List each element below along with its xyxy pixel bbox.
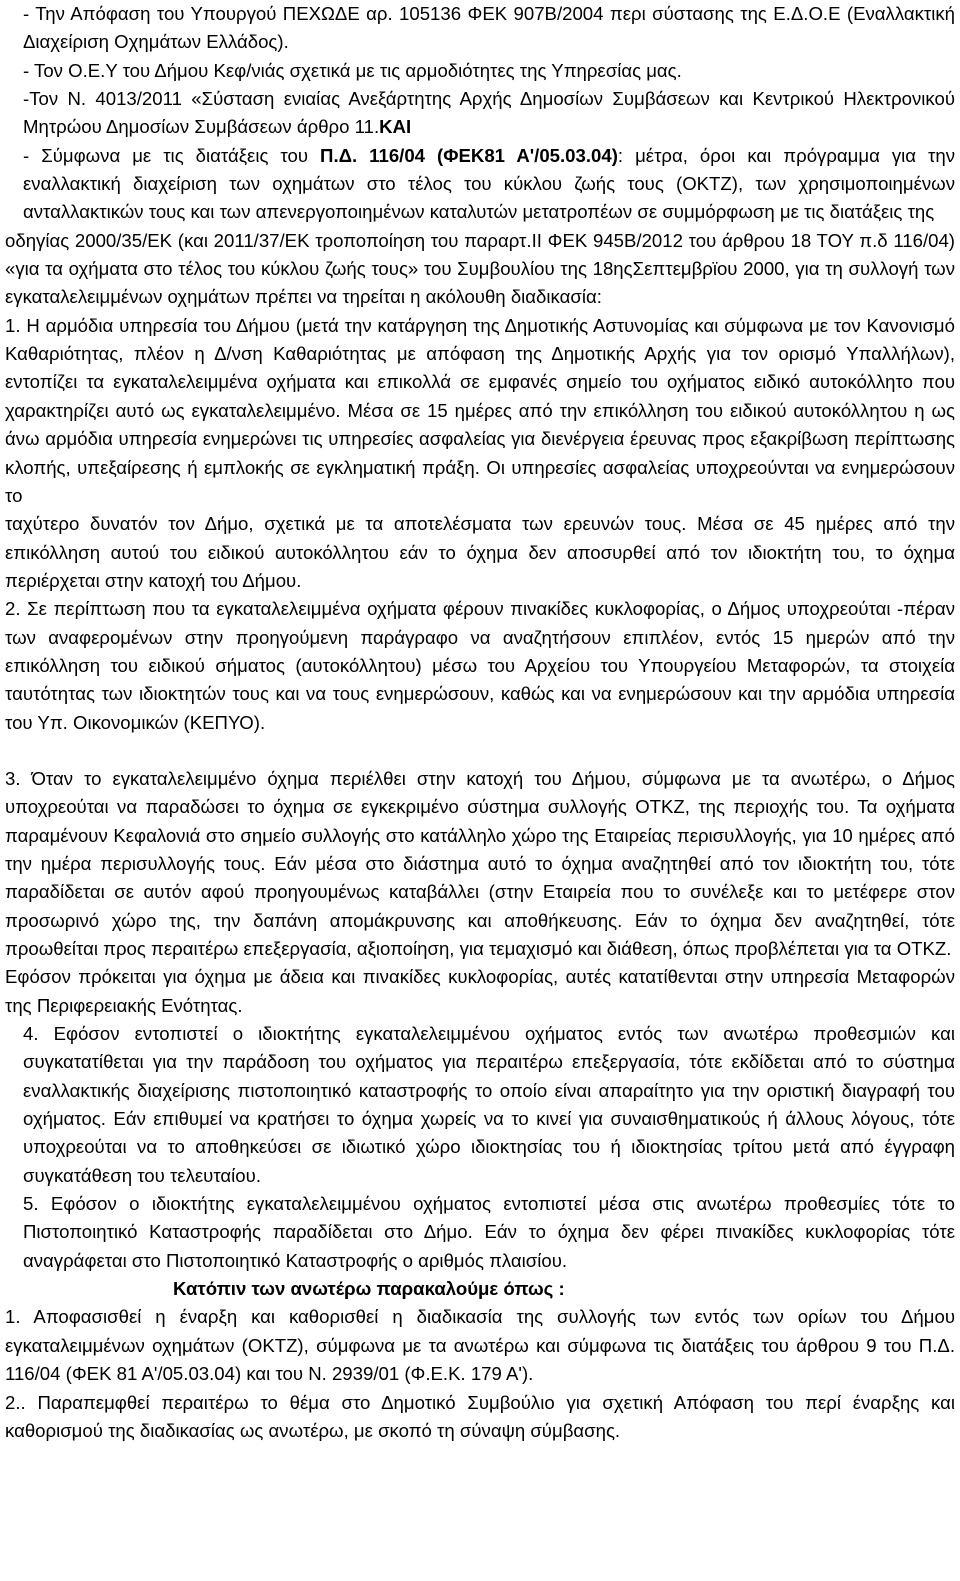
step-1-part-b: ταχύτερο δυνατόν τον Δήμο, σχετικά με τα αποτελέσματα των ερευνών τους. Μέσα σε 45 ημέρες από την επικόλληση αυτού του ειδικού αυτοκόλλητου εάν το όχημα δεν αποσυρθεί από τον ιδιοκτήτη του, το όχημα περιέρχεται στην κατοχή του Δήμου.: [5, 513, 955, 591]
intro-paragraph-4-post: : μέτρα, όροι και πρόγραμμα για την εναλλακτική διαχείριση των οχημάτων στο τέλος του κύκλου ζωής τους (ΟΚΤΖ), των χρησιμοποιημένων ανταλλακτικών τους και των απενεργοποιημένων καταλυτών μετατροπέων σε συμμόρφωση με τις διατάξεις της: [23, 144, 956, 223]
step-5: 5. Εφόσον ο ιδιοκτήτης εγκαταλελειμμένου οχήματος εντοπιστεί μέσα στις ανωτέρω προθεσμίες τότε το Πιστοποιητικό Καταστροφής παραδίδεται στο Δήμο. Εάν το όχημα δεν φέρει πινακίδες κυκλοφορίας τότε αναγράφεται στο Πιστοποιητικό Καταστροφής ο αριθμός πλαισίου.: [23, 1193, 955, 1271]
intro-paragraph-4-pre: - Σύμφωνα με τις διατάξεις του: [23, 144, 321, 166]
step-1-part-a: 1. Η αρμόδια υπηρεσία του Δήμου (μετά την κατάργηση της Δημοτικής Αστυνομίας και σύμφωνα με τον Κανονισμό Καθαριότητας, πλέον η Δ/νση Καθαριότητας με απόφαση της Δημοτικής Αρχής για τον ορισμό Υπαλλήλων), εντοπίζει τα εγκαταλελειμμένα οχήματα και επικολλά σε εμφανές σημείο του οχήματος ειδικό αυτοκόλλητο που χαρακτηρίζει αυτό ως εγκαταλελειμμένο. Μέσα σε 15 ημέρες από την επικόλληση του ειδικού αυτοκόλλητου η ως άνω αρμόδια υπηρεσία ενημερώνει τις υπηρεσίες ασφαλείας για διενέργεια έρευνας προς εξακρίβωση περίπτωσης κλοπής, υπεξαίρεσης ή εμπλοκής σε εγκληματική πράξη. Οι υπηρεσίες ασφαλείας υποχρεούνται να ενημερώσουν το: [5, 314, 955, 506]
document-page: [5, 0, 955, 1445]
intro-paragraph-5: οδηγίας 2000/35/ΕΚ (και 2011/37/ΕΚ τροποποίηση του παραρτ.ΙΙ ΦΕΚ 945Β/2012 του άρθρου 18 ΤΟΥ π.δ 116/04) «για τα οχήματα στο τέλος του κύκλου ζωής τους» του Συμβουλίου της 18ηςΣεπτεμβρϊου 2000, για τη συλλογή των εγκαταλελειμμένων οχημάτων πρέπει να τηρείται η ακόλουθη διαδικασία:: [5, 229, 955, 308]
intro-pd-reference: Π.Δ. 116/04 (ΦΕΚ81 Α'/05.03.04): [320, 144, 618, 166]
step-4: 4. Εφόσον εντοπιστεί ο ιδιοκτήτης εγκαταλελειμμένου οχήματος εντός των ανωτέρω προθεσμιών και συγκατατίθεται για την παράδοση του οχήματος για περαιτέρω επεξεργασία, τότε εκδίδεται από το σύστημα εναλλακτικής διαχείρισης πιστοποιητικό καταστροφής το οποίο είναι απαραίτητο για την οριστική διαγραφή του οχήματος. Εάν επιθυμεί να κρατήσει το όχημα χωρείς να το κινεί για συναισθηματικούς ή άλλους λόγους, τότε υποχρεούται να το αποθηκεύσει σε ιδιωτικό χώρο ιδιοκτησίας του ή ιδιοκτησίας τρίτου μετά από έγγραφη συγκατάθεση του τελευταίου.: [23, 1023, 955, 1186]
intro-paragraph-3: [5, 85, 955, 142]
request-item-1: 1. Αποφασισθεί η έναρξη και καθορισθεί η διαδικασία της συλλογής των εντός των ορίων του Δήμου εγκαταλειμμένων οχημάτων (ΟΚΤΖ), σύμφωνα με τα ανωτέρω και σύμφωνα τις διατάξεις του άρθρου 9 του Π.Δ. 116/04 (ΦΕΚ 81 Α'/05.03.04) και του Ν. 2939/01 (Φ.Ε.Κ. 179 Α').: [5, 1306, 955, 1385]
request-heading: Κατόπιν των ανωτέρω παρακαλούμε όπως :: [173, 1278, 565, 1300]
step-3: 3. Όταν το εγκαταλελειμμένο όχημα περιέλθει στην κατοχή του Δήμου, σύμφωνα με τα ανωτέρω, ο Δήμος υποχρεούται να παραδώσει το όχημα σε εγκεκριμένο σύστημα συλλογής ΟΤΚΖ, της περιοχής του. Τα οχήματα παραμένουν Κεφαλονιά στο σημείο συλλογής στο κατάλληλο χώρο της Εταιρείας περισυλλογής, για 10 ημέρες από την ημέρα περισυλλογής τους. Εάν μέσα στο διάστημα αυτό το όχημα αναζητηθεί από τον ιδιοκτήτη του, τότε παραδίδεται σε αυτόν αφού προηγουμένως καταβάλλει (στην Εταιρεία που το συνέλεξε και το μετέφερε στον προσωρινό χώρο της, την δαπάνη απομάκρυνσης και αποθήκευσης. Εάν το όχημα δεν αναζητηθεί, τότε προωθείται προς περαιτέρω επεξεργασία, αξιοποίηση, για τεμαχισμό και διάθεση, όπως προβλέπεται για τα ΟΤΚΖ.: [5, 767, 955, 959]
intro-kai-bold: ΚΑΙ: [379, 116, 412, 138]
request-item-2: 2.. Παραπεμφθεί περαιτέρω το θέμα στο Δημοτικό Συμβούλιο για σχετική Απόφαση του περί έναρξης και καθορισμού της διαδικασίας ως ανωτέρω, με σκοπό τη σύναψη σύμβασης.: [5, 1391, 955, 1441]
paragraph-spacer: [5, 737, 955, 765]
intro-paragraph-2: - Τον Ο.Ε.Υ του Δήμου Κεφ/νιάς σχετικά με τις αρμοδιότητες της Υπηρεσίας μας.: [23, 59, 682, 81]
intro-paragraph-1: - Την Απόφαση του Υπουργού ΠΕΧΩΔΕ αρ. 105136 ΦΕΚ 907Β/2004 περι σύστασης της Ε.Δ.Ο.Ε (Εναλλακτική Διαχείριση Οχημάτων Ελλάδος).: [23, 3, 955, 53]
step-2: 2. Σε περίπτωση που τα εγκαταλελειμμένα οχήματα φέρουν πινακίδες κυκλοφορίας, ο Δήμος υποχρεούται -πέραν των αναφερομένων στην προηγούμενη παράγραφο να αναζητήσουν επιπλέον, εντός 15 ημερών από την επικόλληση του ειδικού σήματος (αυτοκόλλητου) μέσω του Αρχείου του Υπουργείου Μεταφορών, τα στοιχεία ταυτότητας των ιδιοκτητών τους και να τους ενημερώσουν, καθώς και να ενημερώσουν και την αρμόδια υπηρεσία του Υπ. Οικονομικών (ΚΕΠΥΟ).: [5, 598, 955, 733]
intro-paragraph-4: [5, 142, 955, 227]
step-3-plates: Εφόσον πρόκειται για όχημα με άδεια και πινακίδες κυκλοφορίας, αυτές κατατίθενται στην υπηρεσία Μεταφορών της Περιφερειακής Ενότητας.: [5, 966, 955, 1016]
intro-paragraph-3-text: -Τον Ν. 4013/2011 «Σύσταση ενιαίας Ανεξάρτητης Αρχής Δημοσίων Συμβάσεων και Κεντρικού Ηλεκτρονικού Μητρώου Δημοσίων Συμβάσεων άρθρο 11.: [23, 88, 955, 138]
